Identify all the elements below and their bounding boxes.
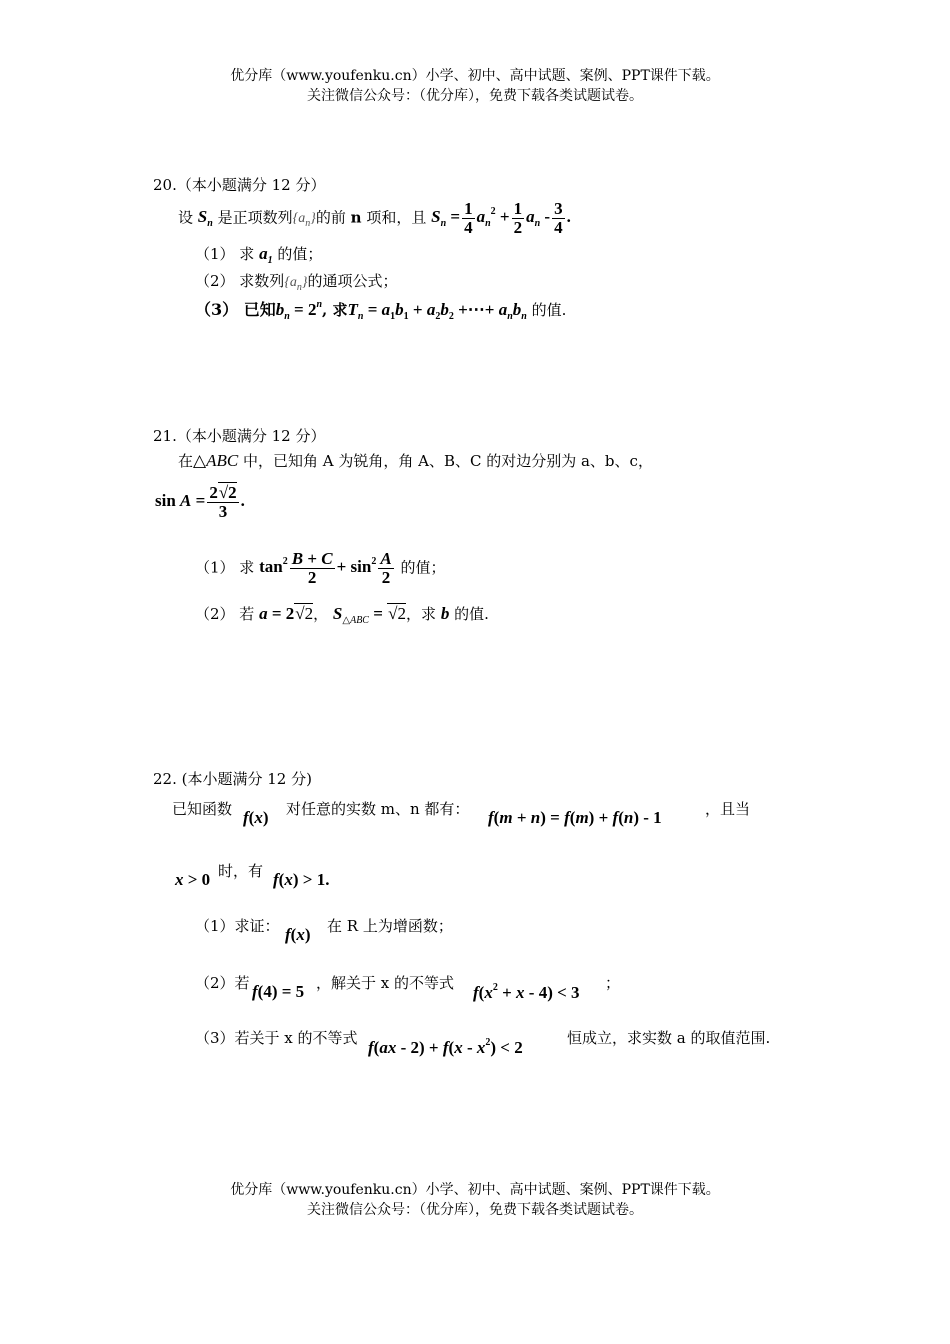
- q21-part2-label: （2） 若: [195, 605, 255, 623]
- q22-math-ineq1: $f(x^2 + x - 4) < 3$: [473, 982, 580, 1002]
- q20-part1: [195, 243, 322, 266]
- q22-stem3: ，且当: [705, 800, 751, 818]
- q20-math-a1: $a_1$: [259, 244, 273, 266]
- q20-title: 20.（本小题满分 12 分）: [153, 176, 326, 194]
- q22-title: 22. (本小题满分 12 分): [153, 770, 312, 788]
- q22-math-f4: f(4) = 5: [252, 982, 305, 1001]
- q21-part1: [195, 550, 445, 587]
- q22-stem2: 对任意的实数 m、n 都有：: [286, 800, 470, 818]
- q20-stem: [178, 200, 571, 237]
- page-header: [0, 66, 950, 106]
- q21-part2-suffix: ，求: [406, 605, 437, 623]
- q21-part2-end: 的值.: [454, 605, 489, 623]
- q22-part2-mid: ，解关于 x 的不等式: [316, 974, 454, 992]
- q20-part2-suffix: 的通项公式；: [307, 272, 398, 290]
- q20-stem-n: n: [350, 208, 362, 227]
- q21-math-a: a = 2√2: [259, 604, 314, 623]
- q22-math-xpos: x > 0: [175, 870, 211, 889]
- q21-stem: [178, 450, 653, 471]
- q20-part3: [195, 297, 566, 322]
- q22-math-fx-2: f(x): [285, 925, 311, 944]
- q22-part1-suffix: 在 R 上为增函数；: [327, 917, 453, 935]
- q21-sin-a: [155, 484, 245, 521]
- q20-math-sn: $S_n$: [197, 207, 213, 230]
- q22-math-fx: f(x): [243, 808, 269, 827]
- q20-stem-mid1: 是正项数列: [217, 208, 293, 227]
- q22-part2-suffix: ；: [605, 974, 621, 992]
- q22-stem1-prefix: 已知函数: [172, 800, 233, 818]
- q21-part2: [195, 603, 489, 626]
- q20-equation: $S_n$ = $\frac{1}{4}$ $a_n^2$ + $\frac{1}{2}$ $a_n$ - $\frac{3}{4}$ .: [431, 199, 571, 237]
- q20-stem-mid2: 的前: [315, 208, 346, 227]
- q22-part3-prefix: （3）若关于 x 的不等式: [195, 1029, 358, 1047]
- q22-math-fx-gt-1: f(x) > 1.: [273, 870, 330, 889]
- q20-part3-suffix: 的值.: [531, 301, 567, 319]
- q21-math-area: $S_{\triangle ABC} = √2$: [332, 604, 407, 626]
- q20-math-bn: $b_n = 2^n$: [275, 299, 323, 322]
- q22-math-ineq2: $f(ax - 2) + f(x - x^2) < 2$: [368, 1037, 523, 1057]
- q21-math-b: b: [440, 604, 450, 623]
- q22-part2-prefix: （2）若: [195, 974, 250, 992]
- q20-part1-suffix: 的值；: [277, 245, 323, 263]
- q22-math-functional-eq: f(m + n) = f(m) + f(n) - 1: [488, 808, 662, 827]
- page-footer: [0, 1180, 950, 1220]
- q21-math-tan: $\tan^2$ $\frac{B + C}{2}$ + $\sin^2$ $\frac{A}{2}$: [259, 549, 392, 587]
- q22-part3-suffix: 恒成立，求实数 a 的取值范围.: [567, 1029, 771, 1047]
- q21-stem-prefix: 在: [178, 452, 194, 470]
- q21-part2-mid: ，: [313, 605, 329, 623]
- header-line-1: 优分库（www.youfenku.cn）小学、初中、高中试题、案例、PPT课件下载。: [230, 68, 720, 84]
- q20-stem-prefix: 设: [178, 208, 194, 227]
- q20-part2: [195, 270, 398, 293]
- q21-stem-rest: 中，已知角 A 为锐角，角 A、B、C 的对边分别为 a、b、c，: [242, 452, 653, 470]
- q20-math-an-set2: $\{a_n\}$: [284, 275, 308, 293]
- q21-math-sina: sin A = $\frac{2√2}{3}$ .: [155, 483, 245, 521]
- q21-math-triangle: △ABC: [193, 451, 239, 470]
- footer-line-2: 关注微信公众号：（优分库），免费下载各类试题试卷。: [307, 1202, 643, 1218]
- q20-math-tn: $T_n = a_1b_1 + a_2b_2$ +⋯+ $a_nb_n$: [347, 300, 527, 322]
- q20-part3-label: （3） 已知: [195, 300, 276, 319]
- q22-stem4: 时，有: [218, 862, 264, 880]
- header-line-2: 关注微信公众号：（优分库），免费下载各类试题试卷。: [307, 88, 643, 104]
- q21-part1-label: （1） 求: [195, 558, 255, 577]
- q21-part1-suffix: 的值；: [400, 558, 446, 577]
- q20-part1-label: （1） 求: [195, 245, 255, 263]
- q20-part2-label: （2） 求数列: [195, 272, 285, 290]
- q21-title: 21.（本小题满分 12 分）: [153, 427, 326, 445]
- q20-stem-mid3: 项和，且: [366, 208, 427, 227]
- q20-math-an-set: $\{a_n\}$: [292, 211, 316, 230]
- q20-part3-mid: , 求: [322, 301, 348, 319]
- footer-line-1: 优分库（www.youfenku.cn）小学、初中、高中试题、案例、PPT课件下载。: [230, 1182, 720, 1198]
- q22-part1-prefix: （1）求证：: [195, 917, 280, 935]
